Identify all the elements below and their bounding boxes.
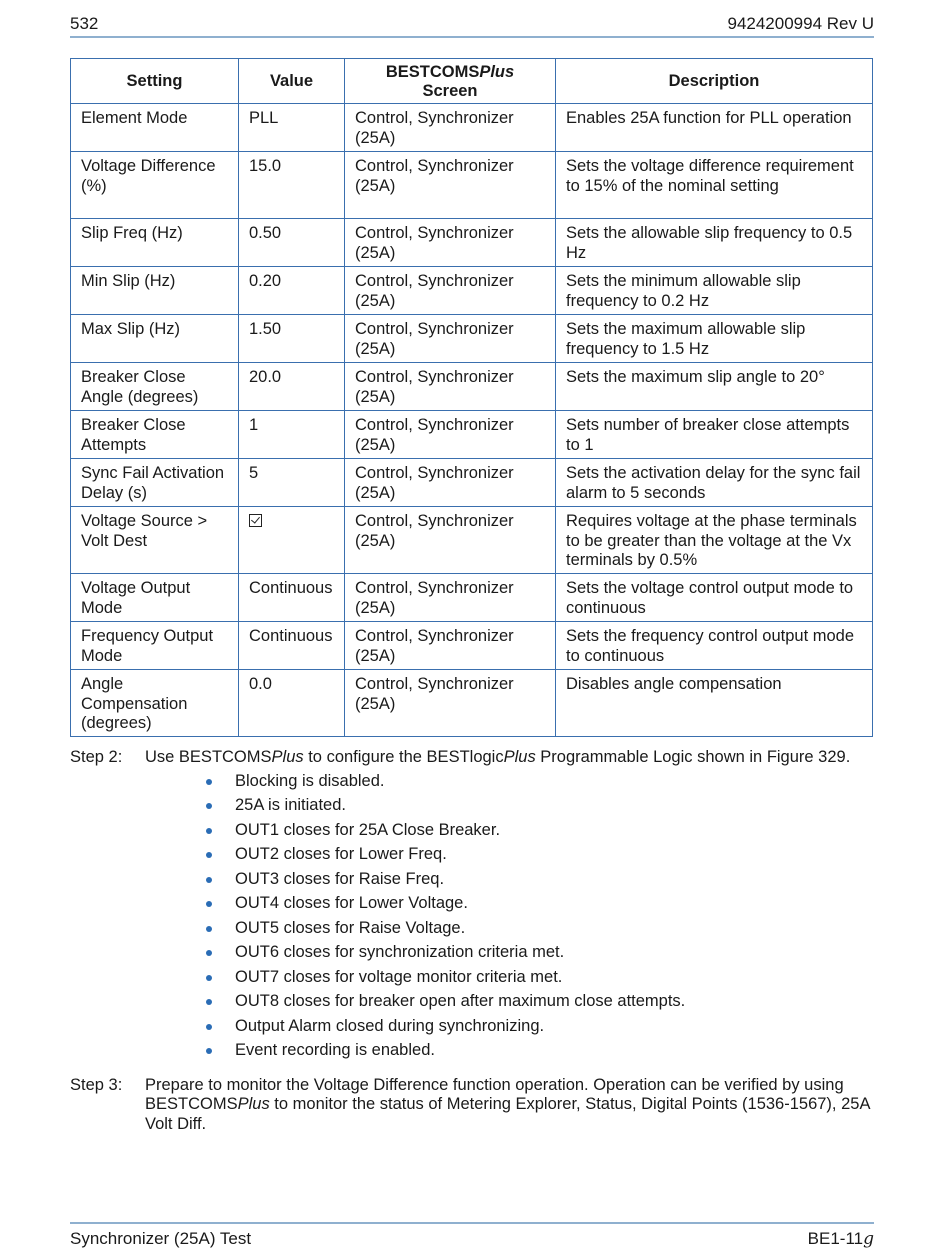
cell-setting: Min Slip (Hz) [71,267,239,315]
cell-setting: Voltage Source > Volt Dest [71,507,239,574]
cell-description: Sets the allowable slip frequency to 0.5 Hz [556,219,873,267]
procedure-steps [70,748,880,1138]
list-item: OUT3 closes for Raise Freq. [205,870,880,895]
cell-value: Continuous [239,622,345,670]
step-label: Step 3: [70,1075,123,1094]
list-item: Blocking is disabled. [205,772,880,797]
table-row [71,459,873,507]
cell-screen: Control, Synchronizer (25A) [345,411,556,459]
table-row [71,152,873,219]
bullet-list [145,772,880,1066]
list-item: Event recording is enabled. [205,1041,880,1066]
cell-value: 5 [239,459,345,507]
cell-value: 1.50 [239,315,345,363]
page-footer [70,1222,874,1250]
cell-screen: Control, Synchronizer (25A) [345,507,556,574]
cell-setting: Sync Fail Activation Delay (s) [71,459,239,507]
cell-value: 1 [239,411,345,459]
page-header [70,12,874,38]
cell-value: 20.0 [239,363,345,411]
table-row [71,507,873,574]
cell-screen: Control, Synchronizer (25A) [345,315,556,363]
cell-setting: Slip Freq (Hz) [71,219,239,267]
step-2 [70,748,880,1066]
list-item: OUT6 closes for synchronization criteria met. [205,943,880,968]
cell-screen: Control, Synchronizer (25A) [345,267,556,315]
list-item: OUT1 closes for 25A Close Breaker. [205,821,880,846]
table-header-row [71,59,873,104]
cell-description: Sets the frequency control output mode to continuous [556,622,873,670]
table-row [71,104,873,152]
list-item: OUT7 closes for voltage monitor criteria met. [205,968,880,993]
step-text: Prepare to monitor the Voltage Difference function operation. Operation can be verified by using BESTCOMSPlus to monitor the status of Metering Explorer, Status, Digital Points (1536-1567), 25A Volt Diff. [145,1075,870,1133]
cell-description: Requires voltage at the phase terminals to be greater than the voltage at the Vx terminals by 0.5% [556,507,873,574]
cell-description: Sets the activation delay for the sync fail alarm to 5 seconds [556,459,873,507]
cell-value: 0.50 [239,219,345,267]
cell-setting: Breaker Close Attempts [71,411,239,459]
cell-value: 15.0 [239,152,345,219]
cell-screen: Control, Synchronizer (25A) [345,622,556,670]
cell-setting: Max Slip (Hz) [71,315,239,363]
cell-description: Enables 25A function for PLL operation [556,104,873,152]
cell-screen: Control, Synchronizer (25A) [345,459,556,507]
table-row [71,219,873,267]
step-3 [70,1076,880,1135]
cell-screen: Control, Synchronizer (25A) [345,670,556,737]
list-item: 25A is initiated. [205,796,880,821]
list-item: OUT5 closes for Raise Voltage. [205,919,880,944]
list-item: OUT8 closes for breaker open after maximum close attempts. [205,992,880,1017]
cell-description: Sets number of breaker close attempts to 1 [556,411,873,459]
cell-setting: Frequency Output Mode [71,622,239,670]
list-item: OUT4 closes for Lower Voltage. [205,894,880,919]
table-row [71,411,873,459]
table-row [71,574,873,622]
step-label: Step 2: [70,748,123,766]
cell-screen: Control, Synchronizer (25A) [345,219,556,267]
cell-screen: Control, Synchronizer (25A) [345,104,556,152]
cell-description: Sets the voltage difference requirement to 15% of the nominal setting [556,152,873,219]
cell-setting: Element Mode [71,104,239,152]
cell-description: Sets the maximum allowable slip frequency to 1.5 Hz [556,315,873,363]
cell-value [239,507,345,574]
col-header-screen: BESTCOMSPlus Screen [345,59,556,104]
table-row [71,670,873,737]
list-item: OUT2 closes for Lower Freq. [205,845,880,870]
cell-description: Sets the minimum allowable slip frequency to 0.2 Hz [556,267,873,315]
footer-section-title: Synchronizer (25A) Test [70,1229,252,1248]
cell-setting: Voltage Output Mode [71,574,239,622]
document-id: 9424200994 Rev U [727,14,874,33]
cell-value: 0.20 [239,267,345,315]
cell-screen: Control, Synchronizer (25A) [345,152,556,219]
cell-description: Disables angle compensation [556,670,873,737]
cell-description: Sets the maximum slip angle to 20° [556,363,873,411]
col-header-value: Value [239,59,345,104]
col-header-description: Description [556,59,873,104]
step-text: Use BESTCOMSPlus to configure the BESTlogicPlus Programmable Logic shown in Figure 329. [145,748,851,766]
cell-description: Sets the voltage control output mode to continuous [556,574,873,622]
checked-box-icon [249,514,262,527]
cell-screen: Control, Synchronizer (25A) [345,574,556,622]
table-row [71,622,873,670]
cell-value: 0.0 [239,670,345,737]
page-number: 532 [70,14,99,33]
table-row [71,363,873,411]
col-header-setting: Setting [71,59,239,104]
list-item: Output Alarm closed during synchronizing. [205,1017,880,1042]
settings-table [70,58,873,737]
cell-value: Continuous [239,574,345,622]
table-row [71,315,873,363]
cell-screen: Control, Synchronizer (25A) [345,363,556,411]
cell-setting: Breaker Close Angle (degrees) [71,363,239,411]
cell-setting: Voltage Difference (%) [71,152,239,219]
cell-setting: Angle Compensation (degrees) [71,670,239,737]
table-row [71,267,873,315]
footer-product-id: BE1-11g [807,1229,874,1249]
cell-value: PLL [239,104,345,152]
